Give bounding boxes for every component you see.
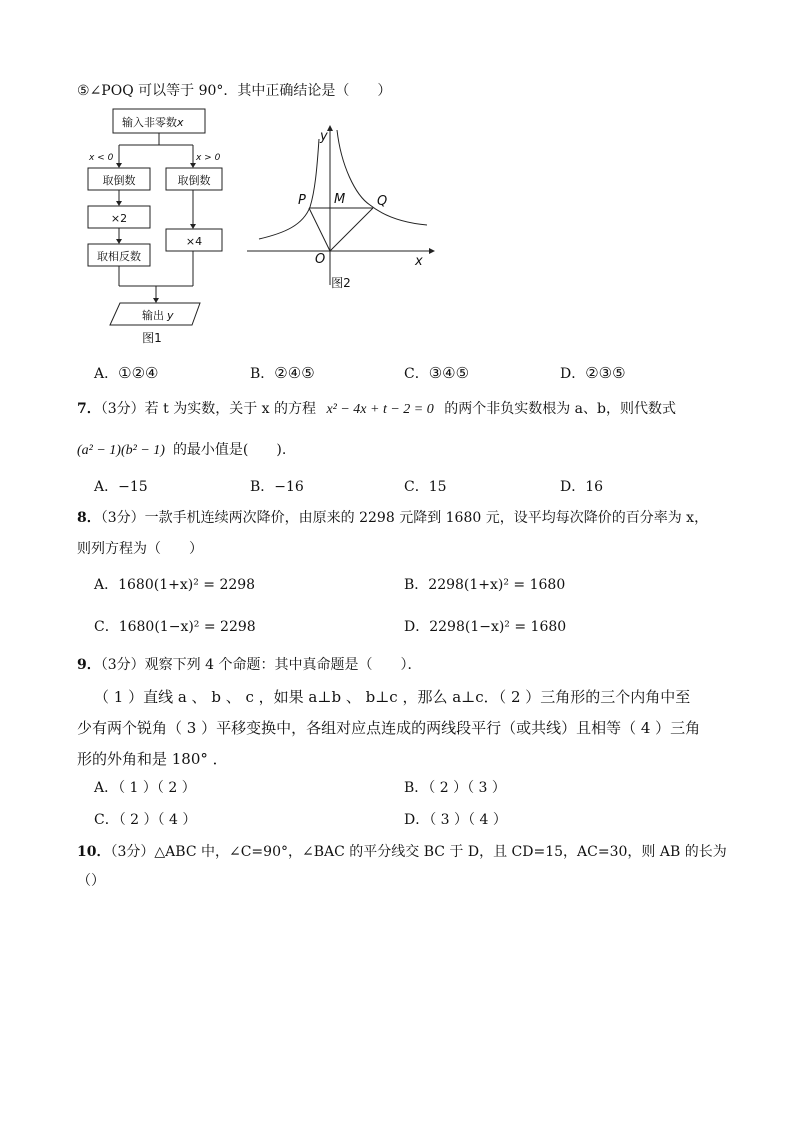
right-curve (337, 130, 427, 225)
svg-text:输入非零数x (122, 115, 184, 129)
q9-stem: 9．（3分）观察下列 4 个命题：其中真命题是（ ）． (77, 657, 422, 673)
q9-line3: 形的外角和是 180° ． (77, 750, 228, 768)
q7-equation: x² − 4x + t − 2 = 0 (326, 402, 434, 417)
point-m-label: M (334, 192, 346, 207)
q6-option-d: D．②③⑤ (560, 364, 626, 382)
q7-expression: (a² − 1)(b² − 1) (77, 443, 165, 458)
right-step2: ×4 (185, 235, 203, 248)
q6-option-b: B．②④⑤ (250, 364, 315, 382)
q9-line1: （ 1 ）直线 a 、 b 、 c ，如果 a⊥b 、 b⊥c ，那么 a⊥c．（ 2 ）三角形的三个内角中至 (94, 688, 691, 706)
origin-label: O (315, 252, 326, 267)
q8-option-b: B．2298(1+x)² = 1680 (404, 577, 566, 593)
figure2-caption: 图2 (331, 276, 351, 290)
q9-option-c: C．（ 2 ）（ 4 ） (94, 812, 197, 828)
start-var: x (177, 116, 184, 129)
q6-option-c: C．③④⑤ (404, 364, 470, 382)
q7-option-a: A．−15 (94, 479, 148, 495)
cond-right: x > 0 (196, 153, 221, 163)
q6-option-a: A．①②④ (94, 364, 159, 382)
left-step1: 取倒数 (102, 174, 136, 187)
qo-line (330, 208, 373, 251)
q7-number: 7． (77, 401, 101, 417)
q7-stem-line1: 7．（3分）若 t 为实数，关于 x 的方程 x² − 4x + t − 2 = 0 的两个非负实数根为 a、b，则代数式 (77, 401, 676, 417)
flowchart-figure (80, 105, 245, 345)
q7-stem-line2: (a² − 1)(b² − 1) 的最小值是( ). (77, 442, 287, 458)
left-step2: ×2 (110, 212, 128, 225)
output-label: 输出 (142, 309, 164, 322)
q7-score: （3分） (100, 401, 145, 417)
q8-stem-line2: 则列方程为（ ） (77, 541, 203, 557)
q9-option-b: B．（ 2 ）（ 3 ） (404, 780, 506, 796)
q9-score: （3分） (100, 657, 145, 673)
q8-stem-line1: 8．（3分）一款手机连续两次降价，由原来的 2298 元降到 1680 元，设平均每次降价的百分率为 x， (77, 510, 709, 526)
svg-text:输出y (142, 308, 174, 322)
q9-option-a: A．（ 1 ）（ 2 ） (94, 780, 196, 796)
output-var: y (167, 309, 174, 322)
q10-score: （3分） (110, 844, 155, 860)
axis-x-label: x (415, 254, 423, 269)
axis-y-label: y (320, 129, 328, 144)
q8-option-a: A．1680(1+x)² = 2298 (94, 577, 256, 593)
graph-figure (245, 125, 435, 295)
cond-left: x < 0 (89, 153, 114, 163)
intro-line (77, 82, 391, 100)
q9-number: 9． (77, 657, 101, 673)
right-step1: 取倒数 (177, 174, 211, 187)
q8-score: （3分） (100, 510, 145, 526)
q8-number: 8． (77, 510, 101, 526)
q8-option-d: D．2298(1−x)² = 1680 (404, 619, 567, 635)
left-curve (259, 139, 319, 239)
q7-option-c: C．15 (404, 479, 447, 495)
q9-option-d: D．（ 3 ）（ 4 ） (404, 812, 507, 828)
q10-number: 10． (77, 844, 111, 860)
circled-five: ⑤ (77, 83, 90, 99)
q7-option-b: B．−16 (250, 479, 304, 495)
start-label: 输入非零数 (122, 116, 177, 129)
q9-line2: 少有两个锐角（ 3 ）平移变换中，各组对应点连成的两线段平行（或共线）且相等（ 4 ）三角 (77, 719, 701, 737)
q8-option-c: C．1680(1−x)² = 2298 (94, 619, 256, 635)
point-p-label: P (298, 193, 306, 208)
q10-stem-line1: 10．（3分）△ABC 中，∠C=90°，∠BAC 的平分线交 BC 于 D，且 CD=15，AC=30，则 AB 的长为 (77, 844, 727, 860)
q10-stem-line2: （） (77, 873, 105, 889)
point-q-label: Q (377, 194, 388, 209)
intro-text: ∠POQ 可以等于 90°．其中正确结论是（ ） (89, 83, 392, 99)
q7-option-d: D．16 (560, 479, 604, 495)
po-line (309, 208, 330, 251)
left-step3: 取相反数 (97, 250, 141, 263)
figure1-caption: 图1 (142, 331, 162, 345)
